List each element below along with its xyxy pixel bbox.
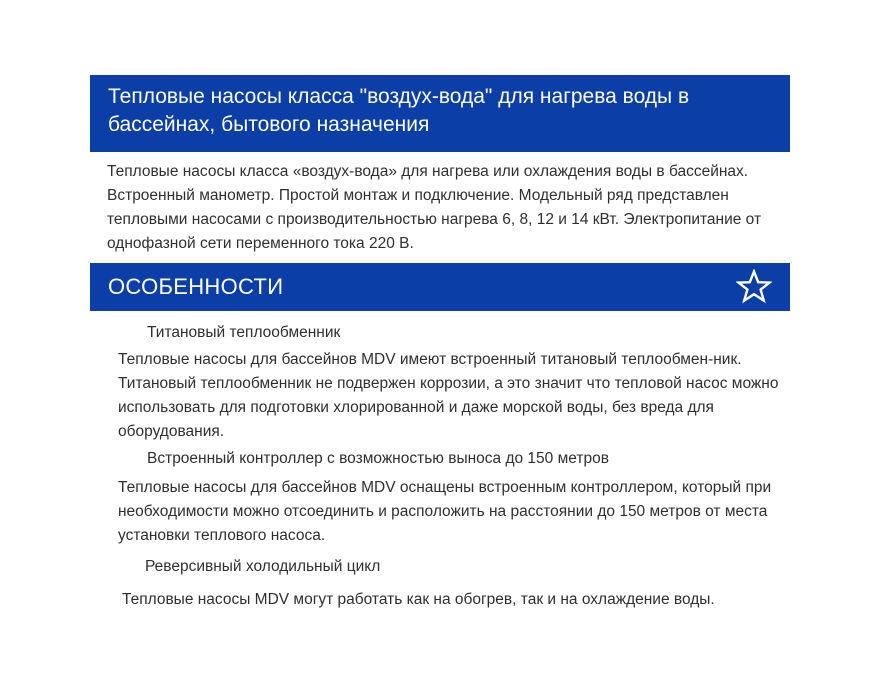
feature-text-titanium: Тепловые насосы для бассейнов MDV имеют встроенный титановый теплообмен-ник. Титановый теплообменник не подвержен коррозии, а это значит что тепловой насос можно использовать для подготовки хлорированной и даже морской воды, без вреда для оборудования. — [118, 351, 779, 440]
feature-text-controller: Тепловые насосы для бассейнов MDV оснащены встроенным контроллером, который при необходимости можно отсоединить и расположить на расстоянии до 150 метров от места установки теплового насоса. — [118, 479, 772, 544]
feature-title-reverse-cycle: Реверсивный холодильный цикл — [145, 558, 381, 575]
intro-paragraph: Тепловые насосы класса «воздух-вода» для нагрева или охлаждения воды в бассейнах. Встроенный манометр. Простой монтаж и подключение. Модельный ряд представлен тепловыми насосами с производительностью нагрева 6, 8, 12 и 14 кВт. Электропитание от однофазной сети переменного тока 220 В. — [107, 163, 762, 252]
feature-text-reverse-cycle: Тепловые насосы MDV могут работать как на обогрев, так и на охлаждение воды. — [122, 591, 715, 608]
star-outline-icon — [736, 269, 772, 305]
title-banner — [90, 75, 790, 152]
features-section-title: ОСОБЕННОСТИ — [108, 274, 284, 299]
feature-title-controller: Встроенный контроллер с возможностью выноса до 150 метров — [147, 450, 609, 467]
features-banner — [90, 263, 790, 311]
page-title: Тепловые насосы класса "воздух-вода" для нагрева воды в бассейнах, бытового назначения — [108, 85, 690, 136]
feature-title-titanium: Титановый теплообменник — [147, 324, 341, 341]
